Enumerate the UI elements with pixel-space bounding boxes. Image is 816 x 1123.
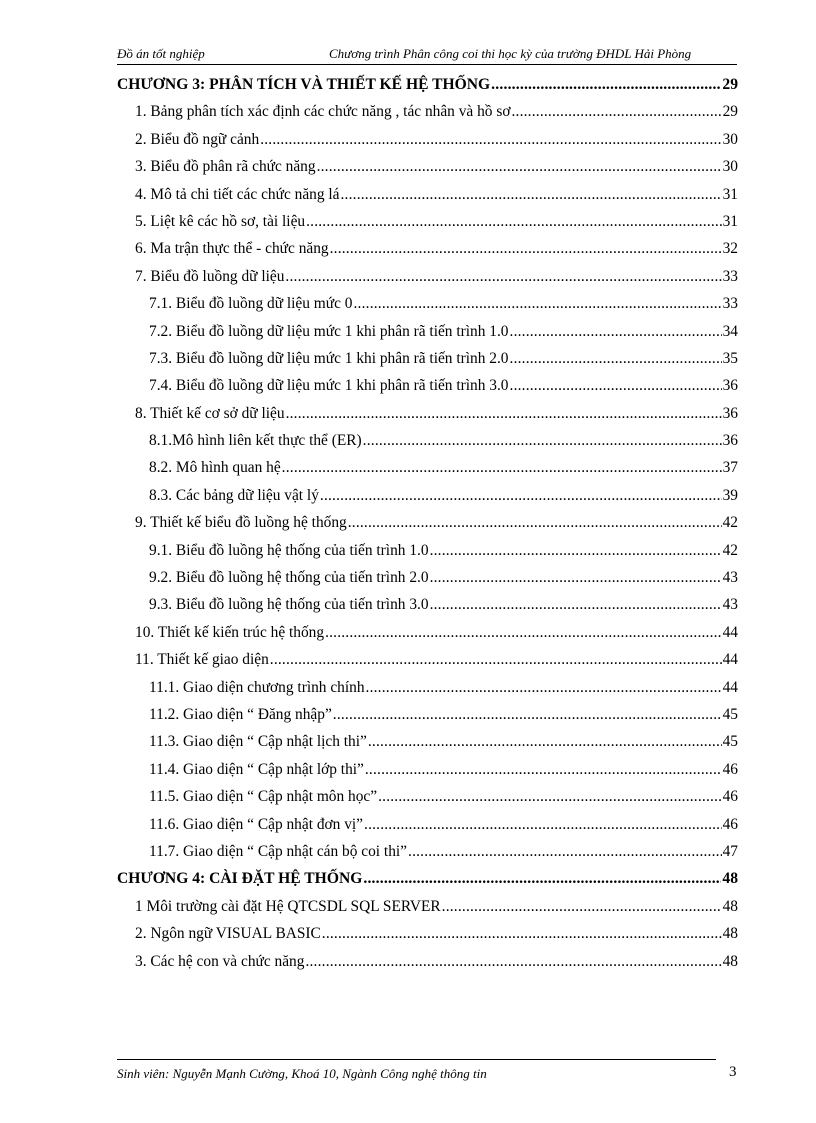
toc-dot-leader: [510, 372, 722, 399]
toc-dot-leader: [348, 509, 722, 536]
toc-entry[interactable]: [117, 619, 738, 646]
toc-dot-leader: [260, 126, 721, 153]
toc-dot-leader: [363, 427, 722, 454]
toc-dot-leader: [408, 838, 722, 865]
toc-entry-title: 11.1. Giao diện chương trình chính: [149, 678, 365, 696]
toc-entry[interactable]: [117, 427, 738, 454]
toc-dot-leader: [366, 674, 722, 701]
toc-entry-title: 9.2. Biểu đồ luồng hệ thống của tiến trình 2.0: [149, 569, 429, 587]
toc-entry-title: 7.1. Biểu đồ luồng dữ liệu mức 0: [149, 295, 353, 313]
toc-entry-page-number: 36: [722, 404, 738, 422]
footer-student-info: Sinh viên: Nguyễn Mạnh Cường, Khoá 10, Ngành Công nghệ thông tin: [117, 1066, 487, 1081]
toc-dot-leader: [510, 318, 722, 345]
toc-entry[interactable]: [117, 948, 738, 975]
toc-entry-title: 3. Các hệ con và chức năng: [135, 952, 305, 970]
toc-entry-page-number: 32: [722, 240, 738, 258]
toc-entry-page-number: 48: [722, 897, 738, 915]
toc-dot-leader: [282, 454, 722, 481]
toc-entry[interactable]: [117, 153, 738, 180]
toc-entry[interactable]: [117, 318, 738, 345]
footer-divider: [117, 1059, 716, 1060]
toc-dot-leader: [368, 728, 722, 755]
toc-entry-page-number: 31: [722, 212, 738, 230]
toc-entry-page-number: 33: [722, 267, 738, 285]
toc-entry-title: 11.7. Giao diện “ Cập nhật cán bộ coi thi”: [149, 842, 408, 860]
toc-dot-leader: [430, 537, 722, 564]
toc-dot-leader: [442, 893, 722, 920]
toc-entry[interactable]: [117, 893, 738, 920]
toc-entry[interactable]: [117, 235, 738, 262]
toc-dot-leader: [320, 482, 722, 509]
toc-entry-title: 8. Thiết kế cơ sở dữ liệu: [135, 404, 285, 422]
toc-entry[interactable]: [117, 537, 738, 564]
toc-dot-leader: [333, 701, 722, 728]
toc-entry-page-number: 43: [722, 569, 738, 587]
toc-entry-title: 11.5. Giao diện “ Cập nhật môn học”: [149, 788, 378, 806]
toc-entry-page-number: 42: [722, 514, 738, 532]
toc-entry[interactable]: [117, 400, 738, 427]
toc-dot-leader: [330, 235, 722, 262]
toc-dot-leader: [322, 920, 722, 947]
toc-dot-leader: [363, 865, 721, 892]
toc-entry[interactable]: [117, 98, 738, 125]
toc-entry[interactable]: [117, 811, 738, 838]
toc-entry-title: 9.1. Biểu đồ luồng hệ thống của tiến trình 1.0: [149, 541, 429, 559]
toc-dot-leader: [286, 400, 722, 427]
toc-entry-page-number: 36: [722, 432, 738, 450]
toc-entry[interactable]: [117, 345, 738, 372]
toc-entry-page-number: 34: [722, 322, 738, 340]
toc-entry-page-number: 44: [722, 651, 738, 669]
toc-entry[interactable]: [117, 920, 738, 947]
toc-entry-title: 9.3. Biểu đồ luồng hệ thống của tiến trình 3.0: [149, 596, 429, 614]
header-divider: [117, 64, 737, 65]
toc-dot-leader: [365, 756, 722, 783]
toc-entry-page-number: 48: [722, 952, 738, 970]
toc-chapter-entry[interactable]: [117, 865, 738, 892]
toc-entry[interactable]: [117, 181, 738, 208]
toc-dot-leader: [306, 208, 722, 235]
toc-entry-page-number: 39: [722, 486, 738, 504]
toc-entry[interactable]: [117, 482, 738, 509]
toc-entry-page-number: 42: [722, 541, 738, 559]
toc-entry-title: 11.2. Giao diện “ Đăng nhập”: [149, 705, 332, 723]
toc-entry-title: 11. Thiết kế giao diện: [135, 651, 269, 669]
toc-entry-page-number: 47: [722, 842, 738, 860]
toc-entry-page-number: 43: [722, 596, 738, 614]
page-number: 3: [729, 1064, 737, 1080]
toc-entry[interactable]: [117, 838, 738, 865]
toc-entry-title: 6. Ma trận thực thể - chức năng: [135, 240, 329, 258]
toc-entry[interactable]: [117, 454, 738, 481]
toc-entry-page-number: 30: [722, 130, 738, 148]
toc-entry[interactable]: [117, 263, 738, 290]
toc-dot-leader: [364, 811, 722, 838]
toc-entry[interactable]: [117, 372, 738, 399]
toc-dot-leader: [305, 948, 721, 975]
toc-dot-leader: [317, 153, 722, 180]
toc-entry-title: 9. Thiết kế biểu đồ luồng hệ thống: [135, 514, 347, 532]
toc-entry-title: 7.3. Biểu đồ luồng dữ liệu mức 1 khi phân rã tiến trình 2.0: [149, 349, 509, 367]
toc-entry-page-number: 44: [722, 623, 738, 641]
header-document-title: Chương trình Phân công coi thi học kỳ của trường ĐHDL Hải Phòng: [329, 46, 692, 61]
toc-entry-page-number: 48: [722, 925, 738, 943]
toc-entry[interactable]: [117, 290, 738, 317]
toc-entry-title: CHƯƠNG 3: PHÂN TÍCH VÀ THIẾT KẾ HỆ THỐNG: [117, 76, 491, 93]
toc-entry-page-number: 29: [722, 76, 738, 93]
table-of-contents: [117, 71, 738, 975]
toc-entry-title: 4. Mô tả chi tiết các chức năng lá: [135, 185, 340, 203]
toc-entry-title: CHƯƠNG 4: CÀI ĐẶT HỆ THỐNG: [117, 870, 363, 888]
toc-entry-title: 8.3. Các bảng dữ liệu vật lý: [149, 486, 319, 504]
toc-entry[interactable]: [117, 564, 738, 591]
toc-entry[interactable]: [117, 674, 738, 701]
toc-entry-title: 5. Liệt kê các hồ sơ, tài liệu: [135, 212, 306, 230]
toc-dot-leader: [341, 181, 722, 208]
toc-entry[interactable]: [117, 208, 738, 235]
toc-entry-page-number: 46: [722, 788, 738, 806]
toc-entry-title: 7.2. Biểu đồ luồng dữ liệu mức 1 khi phân rã tiến trình 1.0: [149, 322, 509, 340]
toc-entry-page-number: 46: [722, 815, 738, 833]
toc-dot-leader: [270, 646, 722, 673]
toc-entry-page-number: 31: [722, 185, 738, 203]
toc-entry-title: 11.4. Giao diện “ Cập nhật lớp thi”: [149, 760, 364, 778]
toc-entry-title: 8.1.Mô hình liên kết thực thể (ER): [149, 432, 362, 450]
toc-dot-leader: [325, 619, 722, 646]
toc-dot-leader: [430, 564, 722, 591]
toc-dot-leader: [285, 263, 721, 290]
toc-entry[interactable]: [117, 646, 738, 673]
toc-entry-title: 2. Biểu đồ ngữ cảnh: [135, 130, 260, 148]
toc-entry[interactable]: [117, 126, 738, 153]
toc-dot-leader: [430, 591, 722, 618]
toc-dot-leader: [510, 345, 722, 372]
toc-entry-title: 3. Biểu đồ phân rã chức năng: [135, 158, 316, 176]
toc-entry-title: 7.4. Biểu đồ luồng dữ liệu mức 1 khi phân rã tiến trình 3.0: [149, 377, 509, 395]
toc-entry-page-number: 36: [722, 377, 738, 395]
toc-entry-title: 11.3. Giao diện “ Cập nhật lịch thi”: [149, 733, 367, 751]
toc-dot-leader: [354, 290, 722, 317]
toc-entry[interactable]: [117, 756, 738, 783]
toc-entry-title: 10. Thiết kế kiến trúc hệ thống: [135, 623, 325, 641]
toc-entry-title: 11.6. Giao diện “ Cập nhật đơn vị”: [149, 815, 364, 833]
header-document-type: Đồ án tốt nghiệp: [117, 46, 205, 61]
toc-chapter-entry[interactable]: [117, 71, 738, 98]
toc-dot-leader: [378, 783, 722, 810]
toc-dot-leader: [491, 71, 721, 98]
toc-entry-page-number: 44: [722, 678, 738, 696]
toc-entry-page-number: 45: [722, 733, 738, 751]
toc-entry-page-number: 30: [722, 158, 738, 176]
toc-entry-page-number: 29: [722, 103, 738, 121]
toc-entry-page-number: 45: [722, 705, 738, 723]
toc-entry[interactable]: [117, 509, 738, 536]
toc-entry[interactable]: [117, 728, 738, 755]
toc-entry-title: 1. Bảng phân tích xác định các chức năng , tác nhân và hồ sơ: [135, 103, 511, 121]
toc-entry[interactable]: [117, 701, 738, 728]
toc-entry-title: 7. Biểu đồ luồng dữ liệu: [135, 267, 285, 285]
page-header: [117, 46, 737, 64]
toc-entry-page-number: 48: [722, 870, 738, 888]
toc-entry-page-number: 33: [722, 295, 738, 313]
toc-entry-title: 2. Ngôn ngữ VISUAL BASIC: [135, 925, 321, 943]
toc-entry-title: 1 Môi trường cài đặt Hệ QTCSDL SQL SERVER: [135, 897, 441, 915]
toc-entry-page-number: 37: [722, 459, 738, 477]
toc-entry[interactable]: [117, 783, 738, 810]
toc-dot-leader: [511, 98, 721, 125]
toc-entry-page-number: 35: [722, 349, 738, 367]
toc-entry[interactable]: [117, 591, 738, 618]
toc-entry-page-number: 46: [722, 760, 738, 778]
toc-entry-title: 8.2. Mô hình quan hệ: [149, 459, 281, 477]
